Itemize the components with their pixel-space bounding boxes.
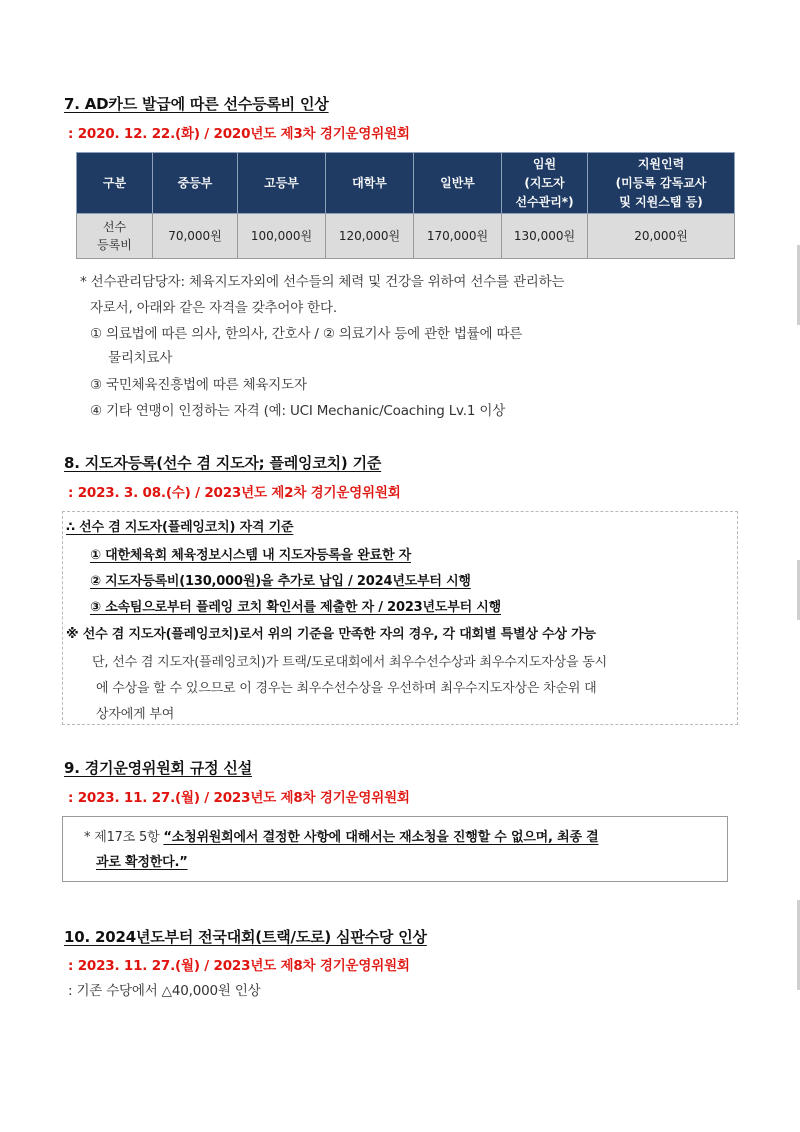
regulation-quote: [84, 826, 599, 845]
qualification-item: ① 의료법에 따른 의사, 한의사, 간호사 / ② 의료기사 등에 관한 법률에 따른: [90, 326, 523, 342]
table-header-row: [77, 153, 735, 214]
section-8-meeting: : 2023. 3. 08.(수) / 2023년도 제2차 경기운영위원회: [68, 485, 401, 501]
table-header-cell: 대학부: [326, 153, 414, 214]
detail-text: 상자에게 부여: [96, 707, 175, 722]
section-7-meeting: : 2020. 12. 22.(화) / 2020년도 제3차 경기운영위원회: [68, 126, 410, 142]
criteria-title: ∴ 선수 겸 지도자(플레잉코치) 자격 기준: [66, 520, 294, 535]
criteria-item: ③ 소속팀으로부터 플레잉 코치 확인서를 제출한 자 / 2023년도부터 시행: [90, 600, 501, 615]
qualification-item: ④ 기타 연맹이 인정하는 자격 (예: UCI Mechanic/Coaching Lv.1 이상: [90, 403, 506, 419]
table-cell: 20,000원: [588, 214, 735, 259]
section-8-title: 8. 지도자등록(선수 겸 지도자; 플레잉코치) 기준: [64, 454, 382, 472]
award-note: ※ 선수 겸 지도자(플레잉코치)로서 위의 기준을 만족한 자의 경우, 각 대회별 특별상 수상 가능: [66, 627, 596, 642]
table-header-cell: 지원인력 (미등록 감독교사 및 지원스탭 등): [588, 153, 735, 214]
section-9-meeting: : 2023. 11. 27.(월) / 2023년도 제8차 경기운영위원회: [68, 790, 410, 806]
quote-text: 과로 확정한다.”: [96, 855, 188, 870]
note-text: * 선수관리담당자: 체육지도자외에 선수들의 체력 및 건강을 위하여 선수를 관리하는: [80, 274, 565, 290]
table-header-cell: 일반부: [414, 153, 502, 214]
section-9-title: 9. 경기운영위원회 규정 신설: [64, 759, 252, 777]
table-header-cell: 구분: [77, 153, 153, 214]
table-row-label: 선수 등록비: [77, 214, 153, 259]
qualification-item: ③ 국민체육진흥법에 따른 체육지도자: [90, 377, 307, 393]
table-header-cell: 임원 (지도자 선수관리*): [502, 153, 588, 214]
registration-fee-table: [76, 152, 735, 259]
table-header-cell: 중등부: [153, 153, 238, 214]
criteria-item: ① 대한체육회 체육정보시스템 내 지도자등록을 완료한 자: [90, 548, 411, 563]
note-text: 자로서, 아래와 같은 자격을 갖추어야 한다.: [90, 300, 337, 316]
section-10-meeting: : 2023. 11. 27.(월) / 2023년도 제8차 경기운영위원회: [68, 958, 410, 974]
table-cell: 120,000원: [326, 214, 414, 259]
detail-text: 에 수상을 할 수 있으므로 이 경우는 최우수선수상을 우선하며 최우수지도자상은 차순위 대: [96, 681, 597, 696]
table-cell: 170,000원: [414, 214, 502, 259]
criteria-item: ② 지도자등록비(130,000원)을 추가로 납입 / 2024년도부터 시행: [90, 574, 471, 589]
qualification-item: 물리치료사: [108, 350, 173, 366]
table-cell: 100,000원: [238, 214, 326, 259]
table-row: [77, 214, 735, 259]
quote-text: “소청위원회에서 결정한 사항에 대해서는 재소청을 진행할 수 없으며, 최종 결: [163, 830, 599, 845]
section-7-title: 7. AD카드 발급에 따른 선수등록비 인상: [64, 95, 329, 113]
section-10-title: 10. 2024년도부터 전국대회(트랙/도로) 심판수당 인상: [64, 928, 427, 946]
table-header-cell: 고등부: [238, 153, 326, 214]
table-cell: 70,000원: [153, 214, 238, 259]
allowance-detail: : 기존 수당에서 △40,000원 인상: [68, 983, 261, 999]
detail-text: 단, 선수 겸 지도자(플레잉코치)가 트랙/도로대회에서 최우수선수상과 최우수지도자상을 동시: [92, 655, 607, 670]
quote-prefix: * 제17조 5항: [84, 830, 160, 845]
table-cell: 130,000원: [502, 214, 588, 259]
